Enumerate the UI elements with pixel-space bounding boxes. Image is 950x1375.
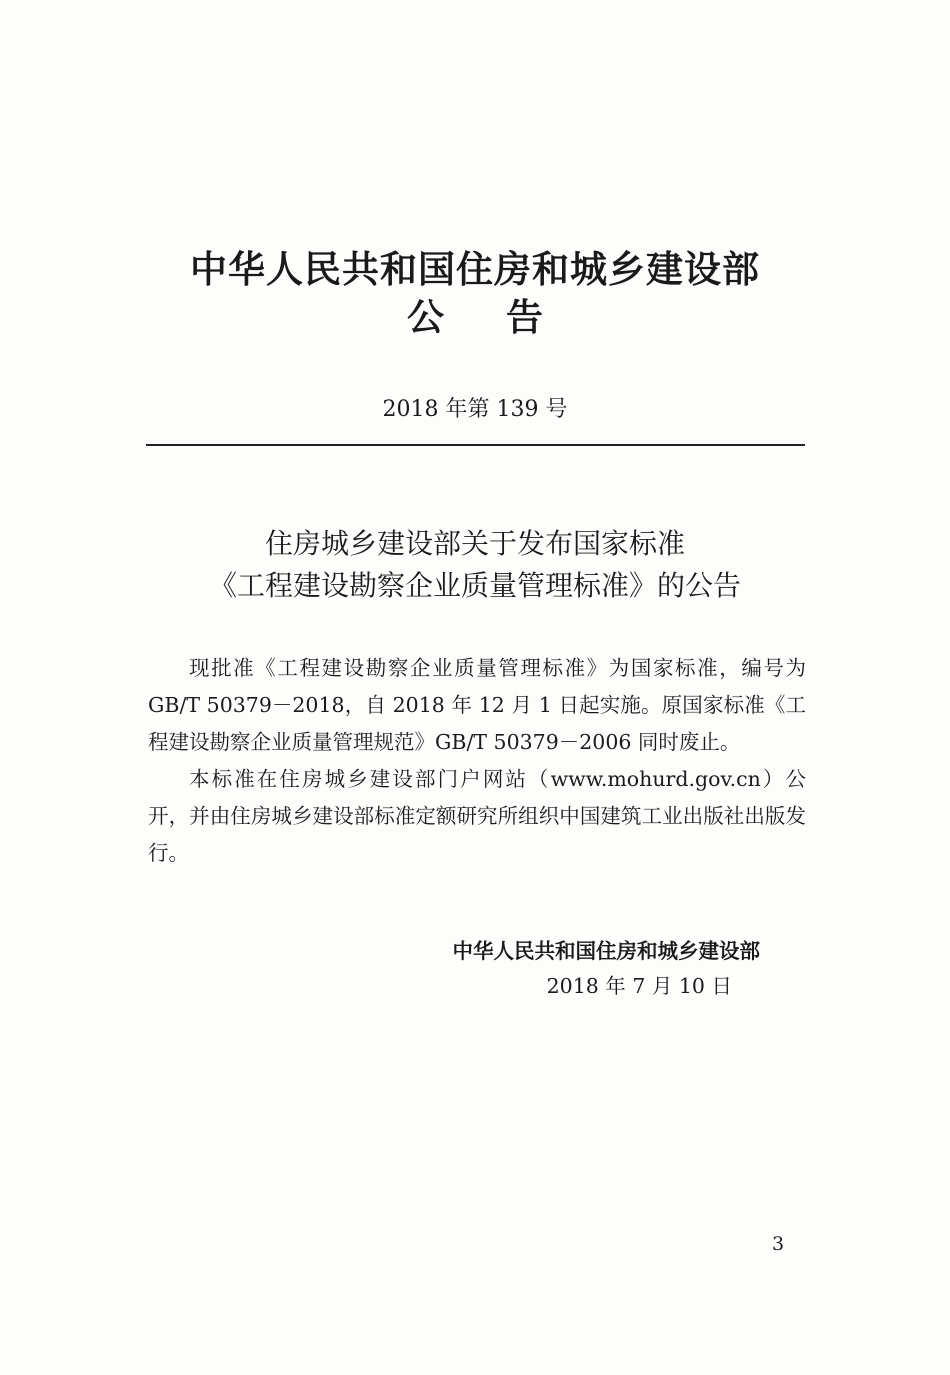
announcement-title (0, 523, 950, 607)
title-line-1: 住房城乡建设部关于发布国家标准 (264, 527, 685, 560)
issuer-heading: 中华人民共和国住房和城乡建设部 (190, 248, 760, 291)
title-line-2: 《工程建设勘察企业质量管理标准》的公告 (208, 569, 741, 602)
body-paragraph-1: 现批准《工程建设勘察企业质量管理标准》为国家标准，编号为 GB/T 50379－2018，自 2018 年 12 月 1 日起实施。原国家标准《工程建设勘察企业质量管理规范》GB/T 50379－2006 同时废止。 (148, 656, 806, 754)
announcement-body (148, 650, 806, 872)
page-number: 3 (772, 1233, 785, 1255)
header-divider (146, 444, 805, 446)
announcement-number: 2018 年第 139 号 (382, 397, 568, 422)
body-paragraph-2: 本标准在住房城乡建设部门户网站（www.mohurd.gov.cn）公开，并由住房城乡建设部标准定额研究所组织中国建筑工业出版社出版发行。 (148, 767, 806, 865)
signature-date: 2018 年 7 月 10 日 (546, 974, 732, 998)
document-type-heading: 公告 (407, 296, 605, 339)
signatory: 中华人民共和国住房和城乡建设部 (452, 939, 760, 963)
